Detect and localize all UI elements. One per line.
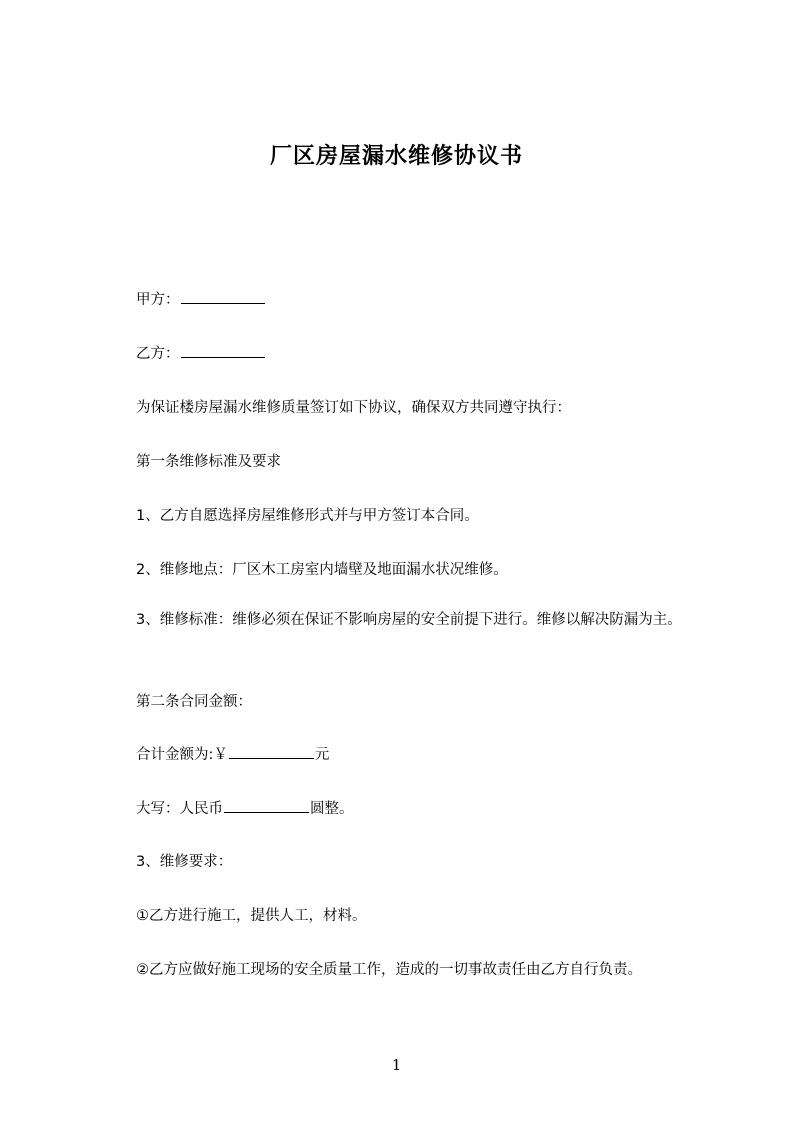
total-amount-blank <box>229 746 314 759</box>
party-b-line <box>136 344 266 364</box>
party-a-line <box>136 290 266 310</box>
requirement-1: ①乙方进行施工，提供人工，材料。 <box>136 908 367 924</box>
capital-unit: 圆整。 <box>310 801 354 817</box>
article1-heading: 第一条维修标准及要求 <box>136 454 281 470</box>
total-amount-line <box>136 745 329 765</box>
article1-item3: 3、维修标准：维修必须在保证不影响房屋的安全前提下进行。维修以解决防漏为主。 <box>136 612 682 628</box>
article2-heading: 第二条合同金额： <box>136 694 252 710</box>
page-number: 1 <box>391 1056 402 1074</box>
party-a-label: 甲方： <box>136 292 180 308</box>
party-b-blank <box>181 345 265 358</box>
party-b-label: 乙方： <box>136 346 180 362</box>
article1-item2: 2、维修地点：厂区木工房室内墙壁及地面漏水状况维修。 <box>136 562 508 578</box>
requirements-heading: 3、维修要求： <box>136 854 233 870</box>
requirement-2: ②乙方应做好施工现场的安全质量工作，造成的一切事故责任由乙方自行负责。 <box>136 962 642 978</box>
capital-label: 大写：人民币 <box>136 801 223 817</box>
total-amount-label: 合计金额为:￥ <box>136 747 228 763</box>
document-title: 厂区房屋漏水维修协议书 <box>269 144 523 169</box>
capital-blank <box>224 800 309 813</box>
total-amount-unit: 元 <box>314 747 330 763</box>
party-a-blank <box>181 291 265 304</box>
article1-item1: 1、乙方自愿选择房屋维修形式并与甲方签订本合同。 <box>136 508 479 524</box>
intro-text: 为保证楼房屋漏水维修质量签订如下协议，确保双方共同遵守执行： <box>136 400 571 416</box>
capital-amount-line <box>136 799 354 819</box>
